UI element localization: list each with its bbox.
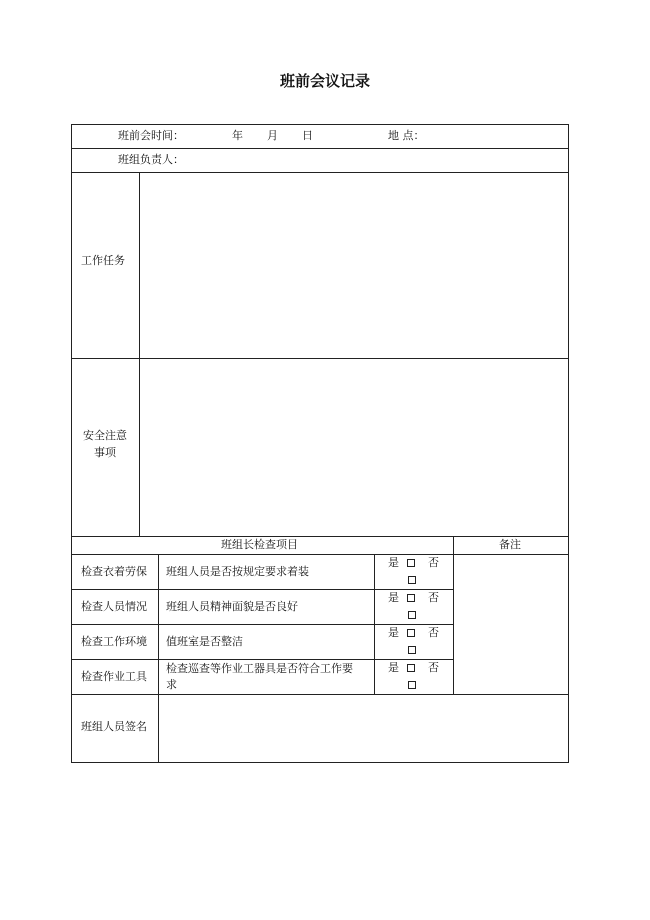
yes-checkbox[interactable] <box>407 559 415 567</box>
row-divider <box>71 589 454 590</box>
inspection-item: 班组人员是否按规定要求着装 <box>166 565 309 578</box>
inspection-category: 检查工作环境 <box>81 635 147 648</box>
no-checkbox[interactable] <box>408 611 416 619</box>
row-divider <box>71 659 454 660</box>
row-divider <box>71 624 454 625</box>
no-checkbox[interactable] <box>408 576 416 584</box>
col-divider <box>374 554 375 694</box>
day-label: 日 <box>302 129 313 142</box>
inspection-item: 班组人员精神面貌是否良好 <box>166 600 298 613</box>
work-tasks-field[interactable] <box>140 173 568 358</box>
yes-label: 是 <box>388 591 399 604</box>
inspection-category: 检查人员情况 <box>81 600 147 613</box>
yes-label: 是 <box>388 626 399 639</box>
month-label: 月 <box>267 129 278 142</box>
inspection-category: 检查作业工具 <box>81 670 147 683</box>
safety-notes-label-line2: 事项 <box>94 446 116 459</box>
no-label: 否 <box>428 591 439 604</box>
team-leader-label: 班组负责人： <box>118 153 184 166</box>
table-border-left <box>71 124 72 763</box>
work-tasks-label: 工作任务 <box>81 254 125 267</box>
no-label: 否 <box>428 661 439 674</box>
no-checkbox[interactable] <box>408 646 416 654</box>
inspection-header: 班组长检查项目 <box>221 538 298 551</box>
meeting-record-table <box>71 124 569 763</box>
year-label: 年 <box>232 129 243 142</box>
inspection-item: 值班室是否整洁 <box>166 635 243 648</box>
yes-label: 是 <box>388 661 399 674</box>
inspection-item-line2: 求 <box>166 678 177 691</box>
page-title: 班前会议记录 <box>279 72 370 90</box>
location-label: 地 点： <box>388 129 425 142</box>
inspection-category: 检查衣着劳保 <box>81 565 147 578</box>
remarks-field[interactable] <box>454 555 568 694</box>
inspection-item-line1: 检查巡查等作业工器具是否符合工作要 <box>166 662 353 675</box>
safety-notes-label-line1: 安全注意 <box>83 429 127 442</box>
table-border-bottom <box>71 762 569 763</box>
row-divider <box>71 148 569 149</box>
row-divider <box>71 536 569 537</box>
yes-checkbox[interactable] <box>407 664 415 672</box>
safety-notes-field[interactable] <box>140 359 568 536</box>
signature-field[interactable] <box>159 695 568 762</box>
remarks-header: 备注 <box>499 538 521 551</box>
table-border-right <box>568 124 569 763</box>
no-checkbox[interactable] <box>408 681 416 689</box>
table-border-top <box>71 124 569 125</box>
yes-checkbox[interactable] <box>407 629 415 637</box>
yes-label: 是 <box>388 556 399 569</box>
yes-checkbox[interactable] <box>407 594 415 602</box>
no-label: 否 <box>428 626 439 639</box>
signature-label: 班组人员签名 <box>81 720 147 733</box>
meeting-time-label: 班前会时间： <box>118 129 184 142</box>
no-label: 否 <box>428 556 439 569</box>
